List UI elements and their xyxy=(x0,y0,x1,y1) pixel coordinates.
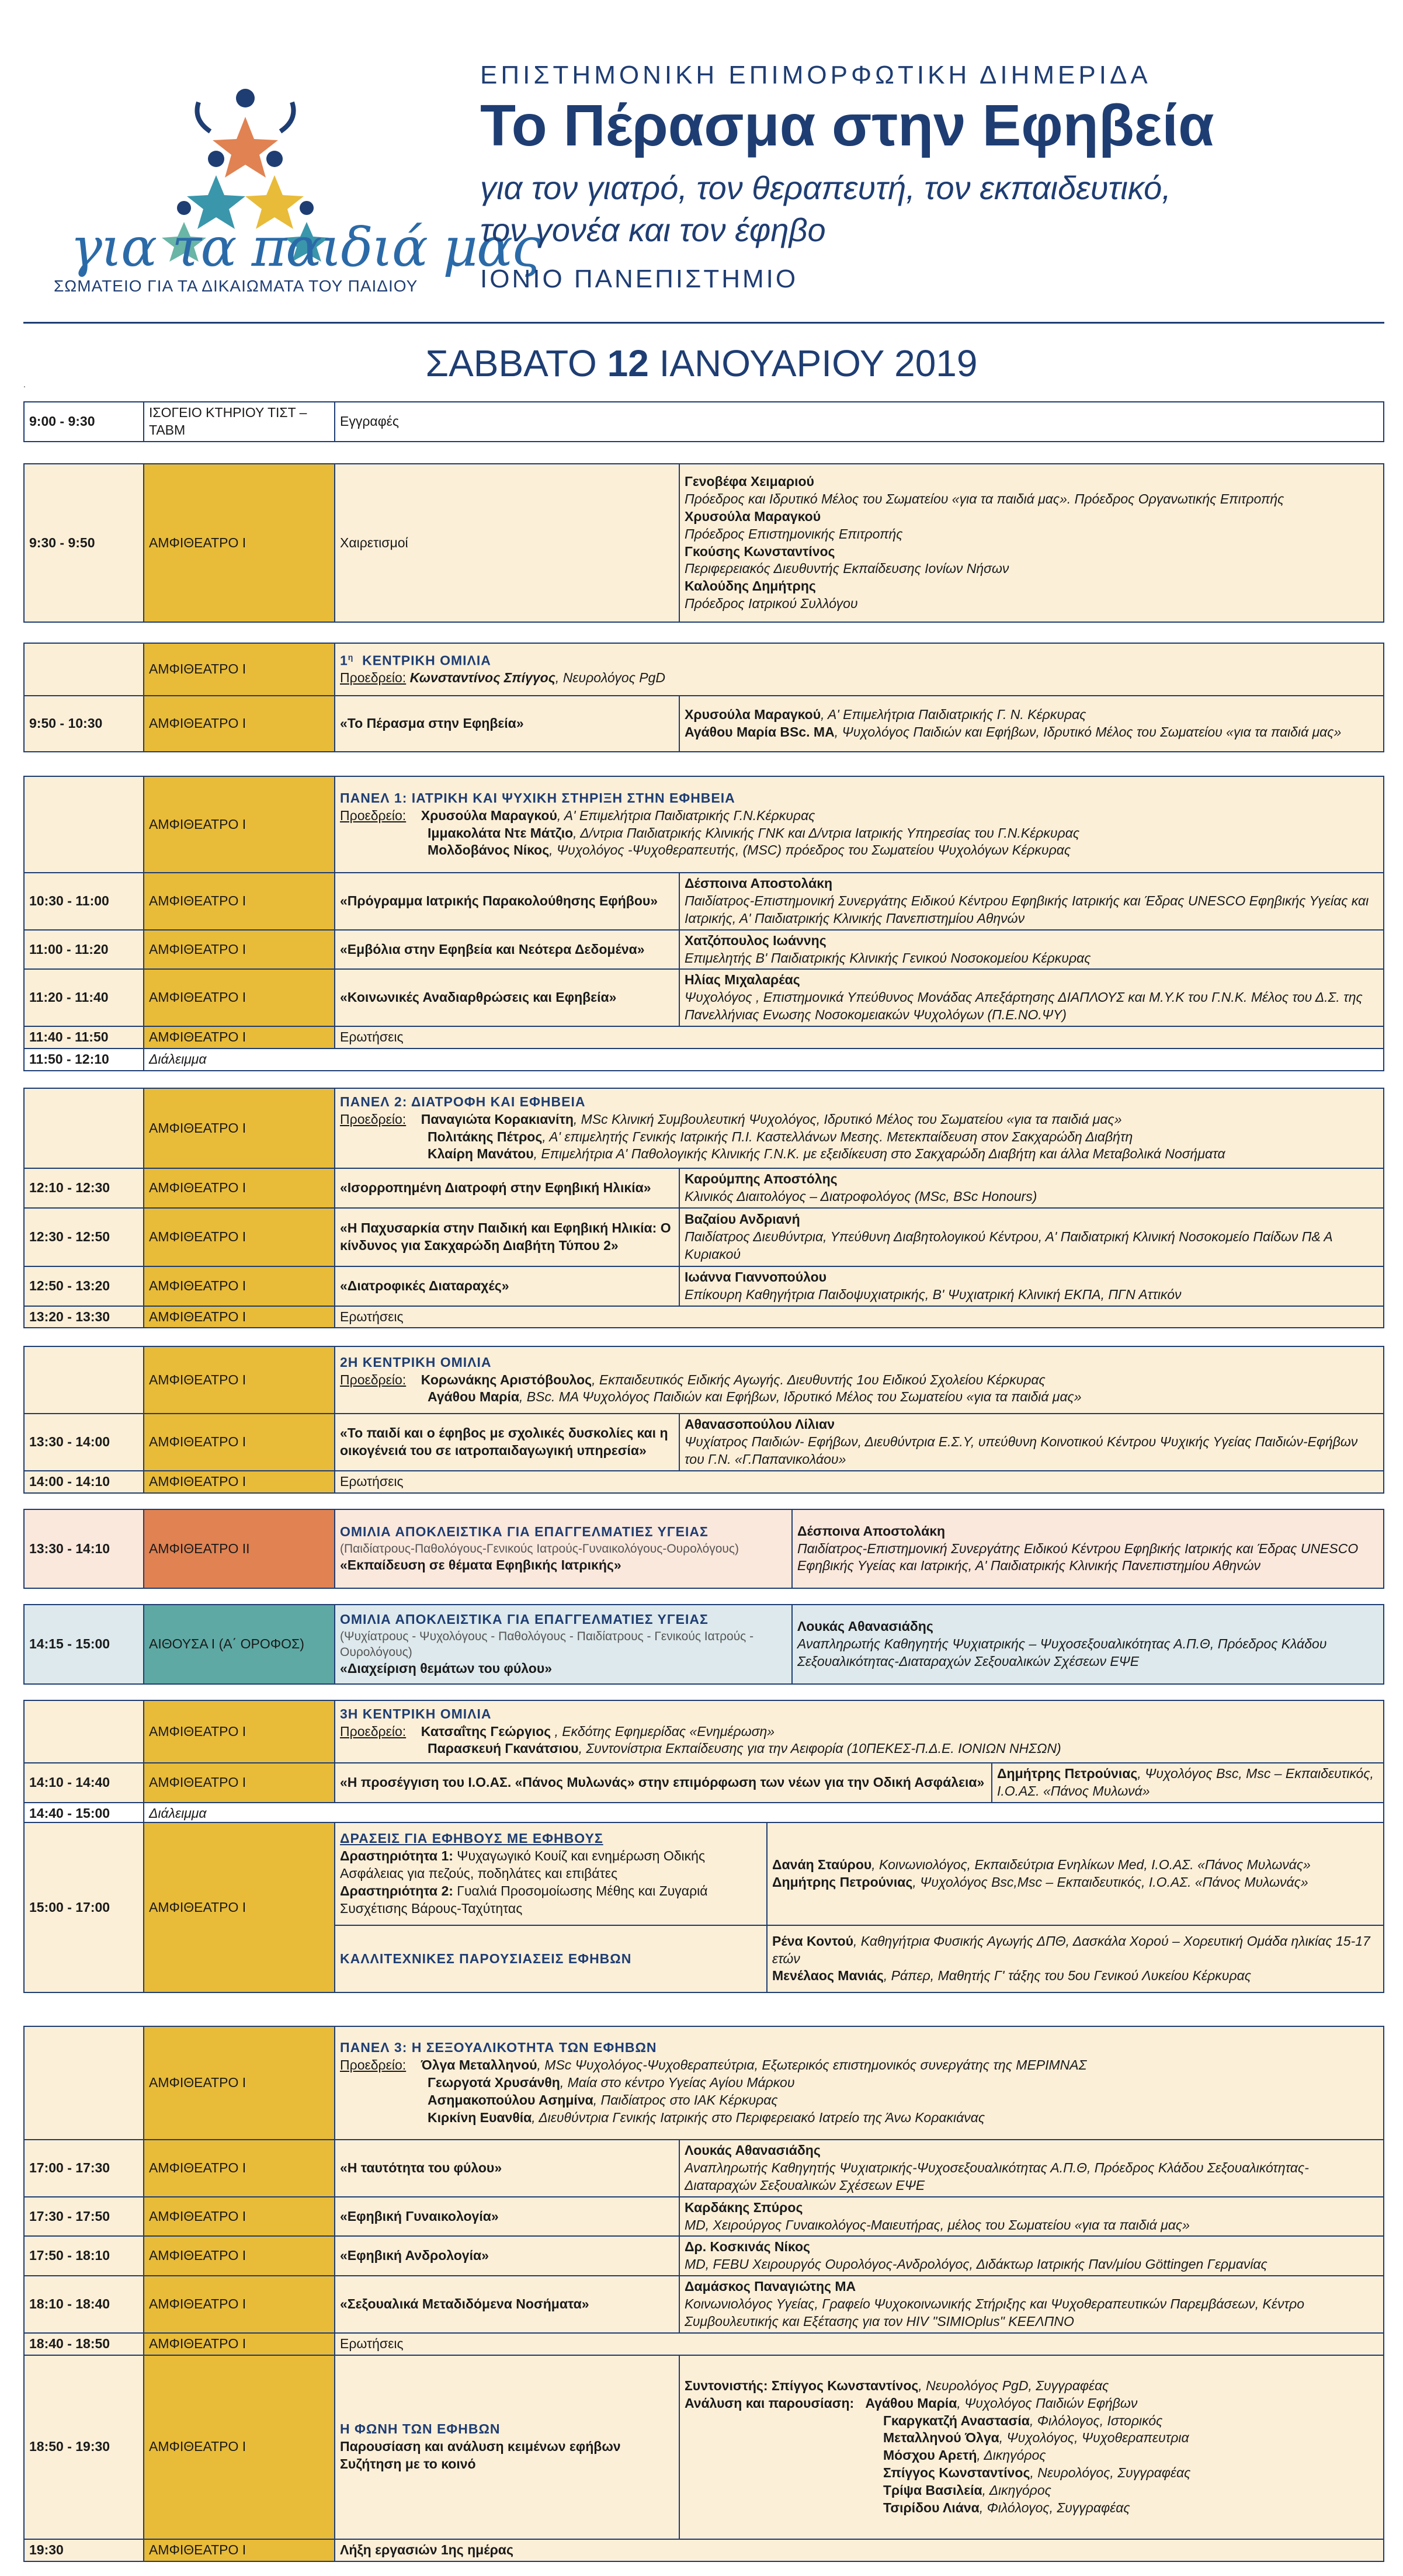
time-cell: 17:00 - 17:30 xyxy=(24,2140,144,2197)
talk-title: «Πρόγραμμα Ιατρικής Παρακολούθησης Εφήβου» xyxy=(335,873,679,930)
talk-title: «Σεξουαλικά Μεταδιδόμενα Νοσήματα» xyxy=(335,2276,679,2333)
session-header: 3Η ΚΕΝΤΡΙΚΗ ΟΜΙΛΙΑ Προεδρείο: Κατσαΐτης Γεώργιος , Εκδότης Εφημερίδας «Ενημέρωση» Παρασκευή Γκανάτσιου, Συντονίστρια Εκπαίδευσης για την Αειφορία (10ΠΕΚΕΣ-Π.Δ.Ε. ΙΟΝΙΩΝ ΝΗΣΩΝ) xyxy=(335,1700,1384,1763)
place-cell: ΑΜΦΙΘΕΑΤΡΟ Ι xyxy=(144,2276,335,2333)
place-cell: ΑΜΦΙΘΕΑΤΡΟ Ι xyxy=(144,1346,335,1414)
speakers-cell: Αθανασοπούλου Λίλιαν Ψυχίατρος Παιδιών- Εφήβων, Διευθύντρια Ε.Σ.Υ, υπεύθυνη Κοινοτικού Κέντρου Ψυχικής Υγείας Παιδιών-Εφήβων του Γ.Ν. «Γ.Παπανικολάου» xyxy=(679,1414,1384,1471)
time-cell: 17:30 - 17:50 xyxy=(24,2197,144,2237)
place-cell: ΑΜΦΙΘΕΑΤΡΟ Ι xyxy=(144,1700,335,1763)
place-cell: ΑΜΦΙΘΕΑΤΡΟ Ι xyxy=(144,2140,335,2197)
place-cell: ΑΙΘΟΥΣΑ Ι (Α΄ ΟΡΟΦΟΣ) xyxy=(144,1605,335,1684)
block-greetings xyxy=(23,463,1384,623)
time-cell: 10:30 - 11:00 xyxy=(24,873,144,930)
place-cell: ΑΜΦΙΘΕΑΤΡΟ Ι xyxy=(144,1763,335,1803)
speakers-cell: Ηλίας Μιχαλαρέας Ψυχολόγος , Επιστημονικά Υπεύθυνος Μονάδας Απεξάρτησης ΔΙΑΠΛΟΥΣ και Μ.Υ.Κ του Γ.Ν.Κ. Μέλος του Δ.Σ. της Πανελλήνιας Ενωσης Νοσοκομειακών Ψυχολόγων (Π.Ε.ΝΟ.ΨΥ) xyxy=(679,969,1384,1026)
talk-title: «Ισορροπημένη Διατροφή στην Εφηβική Ηλικία» xyxy=(335,1168,679,1208)
closing-label: Λήξη εργασιών 1ης ημέρας xyxy=(335,2539,1384,2561)
speakers-cell: Λουκάς Αθανασιάδης Αναπληρωτής Καθηγητής Ψυχιατρικής-Ψυχοσεξουαλικότητας Α.Π.Θ, Πρόεδρος Κλάδου Σεξουαλικότητας-Διαταραχών Σεξουαλικών Σχέσεων ΕΨΕ xyxy=(679,2140,1384,2197)
place-cell: ΑΜΦΙΘΕΑΤΡΟ Ι xyxy=(144,969,335,1026)
talk-title: «Η προσέγγιση του Ι.Ο.ΑΣ. «Πάνος Μυλωνάς» στην επιμόρφωση των νέων για την Οδική Ασφάλεια» xyxy=(335,1763,992,1803)
place-cell: ΑΜΦΙΘΕΑΤΡΟ Ι xyxy=(144,2236,335,2276)
talk-title: «Εφηβική Γυναικολογία» xyxy=(335,2197,679,2237)
talk-title: «Εμβόλια στην Εφηβεία και Νεότερα Δεδομένα» xyxy=(335,930,679,970)
break-label: Διάλειμμα xyxy=(144,1049,1384,1071)
talk-title: «Διατροφικές Διαταραχές» xyxy=(335,1266,679,1306)
speakers-cell: Βαζαίου Ανδριανή Παιδίατρος Διευθύντρια, Υπεύθυνη Διαβητολογικού Κέντρου, Α' Παιδιατρική Κλινική Νοσοκομείο Παίδων Π& Α Κυριακού xyxy=(679,1208,1384,1266)
event-venue: ΙΟΝΙΟ ΠΑΝΕΠΙΣΤΗΜΙΟ xyxy=(480,265,798,293)
time-cell: 12:50 - 13:20 xyxy=(24,1266,144,1306)
session-header: ΠΑΝΕΛ 1: ΙΑΤΡΙΚΗ ΚΑΙ ΨΥΧΙΚΗ ΣΤΗΡΙΞΗ ΣΤΗΝ ΕΦΗΒΕΙΑ Προεδρείο: Χρυσούλα Μαραγκού, Α' Επιμελήτρια Παιδιατρικής Γ.Ν.Κέρκυρας Ιμμακολάτα Ντε Μάτζιο, Δ/ντρια Παιδιατρικής Κλινικής ΓΝΚ και Δ/ντρια Ιατρικής Υπηρεσίας του Γ.Ν.Κέρκυρας Μολδοβάνος Νίκος, Ψυχολόγος -Ψυχοθεραπευτής, (MSC) πρόεδρος του Σωματείου Ψυχολόγων Κέρκυρας xyxy=(335,776,1384,873)
session-title: Εγγραφές xyxy=(335,402,1384,442)
block-panel-1 xyxy=(23,776,1384,1071)
block-registration xyxy=(23,401,1384,442)
talk-title: «Το Πέρασμα στην Εφηβεία» xyxy=(335,696,679,752)
place-cell: ΑΜΦΙΘΕΑΤΡΟ Ι xyxy=(144,1471,335,1493)
place-cell: ΑΜΦΙΘΕΑΤΡΟ Ι xyxy=(144,2026,335,2140)
speakers-cell: Δαμάσκος Παναγιώτης ΜΑ Κοινωνιολόγος Υγείας, Γραφείο Ψυχοκοινωνικής Στήριξης και Ψυχοθεραπευτικών Παρεμβάσεων, Κέντρο Συμβουλευτικής και Εξέτασης για τον HIV "SIMIOplus" ΚΕΕΛΠΝΟ xyxy=(679,2276,1384,2333)
place-cell: ΑΜΦΙΘΕΑΤΡΟ Ι xyxy=(144,464,335,622)
place-cell: ΑΜΦΙΘΕΑΤΡΟ Ι xyxy=(144,696,335,752)
session-header: $1^\eta$ ΚΕΝΤΡΙΚΗ ΟΜΙΛΙΑ Προεδρείο: Κωνσταντίνος Σπίγγος, Νευρολόγος PgD xyxy=(335,643,1384,696)
place-cell: ΑΜΦΙΘΕΑΤΡΟ Ι xyxy=(144,1088,335,1168)
speakers-cell: Καρούμπης Αποστόλης Κλινικός Διαιτολόγος – Διατροφολόγος (MSc, BSc Honours) xyxy=(679,1168,1384,1208)
speakers-cell: Συντονιστής: Σπίγγος Κωνσταντίνος, Νευρολόγος PgD, Συγγραφέας Ανάλυση και παρουσίαση: Αγάθου Μαρία, Ψυχολόγος Παιδιών Εφήβων Γκαργκατζή Αναστασία, Φιλόλογος, Ιστορικός Μεταλληνού Όλγα, Ψυχολόγος, Ψυχοθεραπευτρια Μόσχου Αρετή, Δικηγόρος Σπίγγος Κωνσταντίνος, Νευρολόγος, Συγγραφέας Τρίψα Βασιλεία, Δικηγόρος Τσιρίδου Λιάνα, Φιλόλογος, Συγγραφέας xyxy=(679,2355,1384,2539)
speakers-cell: Καρδάκης Σπύρος MD, Χειρούργος Γυναικολόγος-Μαιευτήρας, μέλος του Σωματείου «για τα παιδιά μας» xyxy=(679,2197,1384,2237)
logo-subtitle: ΣΩΜΑΤΕΙΟ ΓΙΑ ΤΑ ΔΙΚΑΙΩΜΑΤΑ ΤΟΥ ΠΑΙΔΙΟΥ xyxy=(54,277,418,295)
event-type: ΕΠΙΣΤΗΜΟΝΙΚΗ ΕΠΙΜΟΡΦΩΤΙΚΗ ΔΙΗΜΕΡΙΔΑ xyxy=(480,61,1151,89)
time-cell: 11:40 - 11:50 xyxy=(24,1026,144,1049)
session-header: ΟΜΙΛΙΑ ΑΠΟΚΛΕΙΣΤΙΚΑ ΓΙΑ ΕΠΑΓΓΕΛΜΑΤΙΕΣ ΥΓΕΙΑΣ (Ψυχίατρους - Ψυχολόγους - Παθολόγους - Παιδίατρους - Γενικούς Ιατρούς - Ουρολόγους) «Διαχείριση θεμάτων του φύλου» xyxy=(335,1605,792,1684)
session-header: ΟΜΙΛΙΑ ΑΠΟΚΛΕΙΣΤΙΚΑ ΓΙΑ ΕΠΑΓΓΕΛΜΑΤΙΕΣ ΥΓΕΙΑΣ (Παιδίατρους-Παθολόγους-Γενικούς Ιατρούς-Γυναικολόγους-Ουρολόγους) «Εκπαίδευση σε θέματα Εφηβικής Ιατρικής» xyxy=(335,1509,792,1588)
talk-title: «Εφηβική Ανδρολογία» xyxy=(335,2236,679,2276)
speakers-cell: Λουκάς Αθανασιάδης Αναπληρωτής Καθηγητής Ψυχιατρικής – Ψυχοσεξουαλικότητας Α.Π.Θ, Πρόεδρος Κλάδου Σεξουαλικότητας-Διαταραχών Σεξουαλικών Σχέσεων ΕΨΕ xyxy=(792,1605,1384,1684)
place-cell: ΑΜΦΙΘΕΑΤΡΟ Ι xyxy=(144,643,335,696)
time-cell: 13:20 - 13:30 xyxy=(24,1306,144,1328)
speakers-cell: Χρυσούλα Μαραγκού, Α' Επιμελήτρια Παιδιατρικής Γ. Ν. Κέρκυρας Αγάθου Μαρία BSc. MA, Ψυχολόγος Παιδιών και Εφήβων, Ιδρυτικό Μέλος του Σωματείου «για τα παιδιά μας» xyxy=(679,696,1384,752)
session-header: 2Η ΚΕΝΤΡΙΚΗ ΟΜΙΛΙΑ Προεδρείο: Κορωνάκης Αριστόβουλος, Εκπαιδευτικός Ειδικής Αγωγής. Διευθυντής 1ου Ειδικού Σχολείου Κέρκυρας Αγάθου Μαρία, BSc. MA Ψυχολόγος Παιδιών και Εφήβων, Ιδρυτικό Μέλος του Σωματείου «για τα παιδιά μας» xyxy=(335,1346,1384,1414)
place-cell: ΑΜΦΙΘΕΑΤΡΟ Ι xyxy=(144,1168,335,1208)
place-cell: ΑΜΦΙΘΕΑΤΡΟ Ι xyxy=(144,776,335,873)
place-cell: ΑΜΦΙΘΕΑΤΡΟ Ι xyxy=(144,1414,335,1471)
time-cell: 17:50 - 18:10 xyxy=(24,2236,144,2276)
header-divider xyxy=(23,322,1384,324)
place-cell: ΑΜΦΙΘΕΑΤΡΟ Ι xyxy=(144,2197,335,2237)
time-cell: 18:40 - 18:50 xyxy=(24,2333,144,2355)
event-title: Το Πέρασμα στην Εφηβεία xyxy=(480,93,1214,158)
time-cell: 14:15 - 15:00 xyxy=(24,1605,144,1684)
event-subtitle: για τον γιατρό, τον θεραπευτή, τον εκπαιδευτικό, τον γονέα και τον έφηβο xyxy=(480,169,1171,248)
time-cell: 11:00 - 11:20 xyxy=(24,930,144,970)
place-cell: ΑΜΦΙΘΕΑΤΡΟ Ι xyxy=(144,1026,335,1049)
time-cell: 15:00 - 17:00 xyxy=(24,1822,144,1992)
speakers-cell: Ρένα Κοντού, Καθηγήτρια Φυσικής Αγωγής ΔΠΘ, Δασκάλα Χορού – Χορευτική Ομάδα ηλικίας 15-17 ετών Μενέλαος Μανιάς, Ράπερ, Μαθητής Γ' τάξης του 5ου Γενικού Λυκείου Κέρκυρας xyxy=(767,1925,1384,1992)
speakers-cell: Δημήτρης Πετρούνιας, Ψυχολόγος Bsc, Msc – Εκπαιδευτικός, Ι.Ο.ΑΣ. «Πάνος Μυλωνά» xyxy=(992,1763,1384,1803)
place-cell: ΑΜΦΙΘΕΑΤΡΟ Ι xyxy=(144,1822,335,1992)
place-cell: ΑΜΦΙΘΕΑΤΡΟ Ι xyxy=(144,2333,335,2355)
time-cell: 13:30 - 14:10 xyxy=(24,1509,144,1588)
place-cell: ΑΜΦΙΘΕΑΤΡΟ Ι xyxy=(144,2355,335,2539)
session-title: Χαιρετισμοί xyxy=(335,464,679,622)
logo-text: για τα παιδιά μας xyxy=(70,216,541,279)
voice-of-teens: Η ΦΩΝΗ ΤΩΝ ΕΦΗΒΩΝ Παρουσίαση και ανάλυση κειμένων εφήβων Συζήτηση με το κοινό xyxy=(335,2355,679,2539)
time-cell: 18:10 - 18:40 xyxy=(24,2276,144,2333)
block-panel-3 xyxy=(23,2026,1384,2562)
questions-label: Ερωτήσεις xyxy=(335,1306,1384,1328)
time-cell: 19:30 xyxy=(24,2539,144,2561)
time-cell: 9:00 - 9:30 xyxy=(24,402,144,442)
time-cell: 11:20 - 11:40 xyxy=(24,969,144,1026)
time-cell: 18:50 - 19:30 xyxy=(24,2355,144,2539)
time-cell: 9:50 - 10:30 xyxy=(24,696,144,752)
session-header: ΠΑΝΕΛ 3: Η ΣΕΞΟΥΑΛΙΚΟΤΗΤΑ ΤΩΝ ΕΦΗΒΩΝ Προεδρείο: Όλγα Μεταλληνού, MSc Ψυχολόγος-Ψυχοθεραπεύτρια, Εξωτερικός επιστημονικός συνεργάτης της ΜΕΡΙΜΝΑΣ Γεωργοτά Χρυσάνθη, Μαία στο κέντρο Υγείας Αγίου Μάρκου Ασημακοπούλου Ασημίνα, Παιδίατρος στο ΙΑΚ Κέρκυρας Κιρκίνη Ευανθία, Διευθύντρια Γενικής Ιατρικής στο Περιφερειακό Ιατρείο της Άνω Κορακιάνας xyxy=(335,2026,1384,2140)
art-presentations: ΚΑΛΛΙΤΕΧΝΙΚΕΣ ΠΑΡΟΥΣΙΑΣΕΙΣ ΕΦΗΒΩΝ xyxy=(335,1925,767,1992)
speakers-cell: Δανάη Σταύρου, Κοινωνιολόγος, Εκπαιδεύτρια Ενηλίκων Med, Ι.Ο.ΑΣ. «Πάνος Μυλωνάς» Δημήτρης Πετρούνιας, Ψυχολόγος Bsc,Msc – Εκπαιδευτικός, Ι.Ο.ΑΣ. «Πάνος Μυλωνάς» xyxy=(767,1822,1384,1925)
place-cell: ΑΜΦΙΘΕΑΤΡΟ Ι xyxy=(144,1266,335,1306)
session-header: ΠΑΝΕΛ 2: ΔΙΑΤΡΟΦΗ ΚΑΙ ΕΦΗΒΕΙΑ Προεδρείο: Παναγιώτα Κορακιανίτη, MSc Κλινική Συμβουλευτική Ψυχολόγος, Ιδρυτικό Μέλος του Σωματείου «για τα παιδιά μας» Πολιτάκης Πέτρος, Α' επιμελητής Γενικής Ιατρικής Π.Ι. Καστελλάνων Μεσης. Μετεκπαίδευση στον Σακχαρώδη Διαβήτη Κλαίρη Μανάτου, Επιμελήτρια Α' Παθολογικής Κλινικής Γ.Ν.Κ. με εξειδίκευση στο Σακχαρώδη Διαβήτη και άλλα Μεταβολικά Νοσήματα xyxy=(335,1088,1384,1168)
talk-title: «Η ταυτότητα του φύλου» xyxy=(335,2140,679,2197)
speakers-cell: Γενοβέφα Χειμαριού Πρόεδρος και Ιδρυτικό Μέλος του Σωματείου «για τα παιδιά μας». Πρόεδρος Οργανωτικής Επιτροπής Χρυσούλα Μαραγκού Πρόεδρος Επιστημονικής Επιτροπής Γκούσης Κωνσταντίνος Περιφερειακός Διευθυντής Εκπαίδευσης Ιονίων Νήσων Καλούδης Δημήτρης Πρόεδρος Ιατρικού Συλλόγου xyxy=(679,464,1384,622)
time-cell: 14:40 - 15:00 xyxy=(24,1803,144,1825)
time-cell: 12:30 - 12:50 xyxy=(24,1208,144,1266)
block-professionals-2 xyxy=(23,1604,1384,1685)
place-cell: ΙΣΟΓΕΙΟ ΚΤΗΡΙΟΥ ΤΙΣΤ –ΤΑΒΜ xyxy=(144,402,335,442)
place-cell: ΑΜΦΙΘΕΑΤΡΟ Ι xyxy=(144,1306,335,1328)
time-cell: 11:50 - 12:10 xyxy=(24,1049,144,1071)
time-cell: 9:30 - 9:50 xyxy=(24,464,144,622)
talk-title: «Κοινωνικές Αναδιαρθρώσεις και Εφηβεία» xyxy=(335,969,679,1026)
speakers-cell: Δέσποινα Αποστολάκη Παιδίατρος-Επιστημονική Συνεργάτης Ειδικού Κέντρου Εφηβικής Ιατρικής και Έδρας UNESCO Εφηβικής Υγείας και Ιατρικής, Α' Παιδιατρικής Κλινικής Πανεπιστημίου Αθηνών xyxy=(792,1509,1384,1588)
speakers-cell: Δέσποινα Αποστολάκη Παιδίατρος-Επιστημονική Συνεργάτης Ειδικού Κέντρου Εφηβικής Ιατρικής και Έδρας UNESCO Εφηβικής Υγείας και Ιατρικής, Α' Παιδιατρικής Κλινικής Πανεπιστημίου Αθηνών xyxy=(679,873,1384,930)
block-professionals-1 xyxy=(23,1509,1384,1589)
place-cell: ΑΜΦΙΘΕΑΤΡΟ Ι xyxy=(144,1208,335,1266)
questions-label: Ερωτήσεις xyxy=(335,1026,1384,1049)
place-cell: ΑΜΦΙΘΕΑΤΡΟ Ι xyxy=(144,930,335,970)
break-label: Διάλειμμα xyxy=(144,1803,1384,1825)
activities-cell: ΔΡΑΣΕΙΣ ΓΙΑ ΕΦΗΒΟΥΣ ΜΕ ΕΦΗΒΟΥΣ Δραστηριότητα 1: Ψυχαγωγικό Κουίζ και ενημέρωση Οδικής Ασφάλειας για πεζούς, ποδηλάτες και επιβάτες Δραστηριότητα 2: Γυαλιά Προσομοίωσης Μέθης και Ζυγαριά Συσχέτισης Βάρους-Ταχύτητας xyxy=(335,1822,767,1925)
time-cell: 12:10 - 12:30 xyxy=(24,1168,144,1208)
questions-label: Ερωτήσεις xyxy=(335,2333,1384,2355)
block-keynote-2 xyxy=(23,1346,1384,1494)
speakers-cell: Χατζόπουλος Ιωάννης Επιμελητής Β' Παιδιατρικής Κλινικής Γενικού Νοσοκομείου Κέρκυρας xyxy=(679,930,1384,970)
time-cell: 14:10 - 14:40 xyxy=(24,1763,144,1803)
block-teen-activities xyxy=(23,1822,1384,1993)
talk-title: «Η Παχυσαρκία στην Παιδική και Εφηβική Ηλικία: Ο κίνδυνος για Σακχαρώδη Διαβήτη Τύπου 2» xyxy=(335,1208,679,1266)
place-cell: ΑΜΦΙΘΕΑΤΡΟ ΙΙ xyxy=(144,1509,335,1588)
time-cell: 14:00 - 14:10 xyxy=(24,1471,144,1493)
day-heading: ΣΑΒΒΑΤΟ 12 ΙΑΝΟΥΑΡΙΟΥ 2019 xyxy=(425,342,978,384)
talk-title: «Το παιδί και ο έφηβος με σχολικές δυσκολίες και η οικογένειά του σε ιατροπαιδαγωγική υπηρεσία» xyxy=(335,1414,679,1471)
time-cell: 13:30 - 14:00 xyxy=(24,1414,144,1471)
questions-label: Ερωτήσεις xyxy=(335,1471,1384,1493)
block-keynote-3 xyxy=(23,1700,1384,1825)
place-cell: ΑΜΦΙΘΕΑΤΡΟ Ι xyxy=(144,873,335,930)
block-panel-2 xyxy=(23,1088,1384,1328)
place-cell: ΑΜΦΙΘΕΑΤΡΟ Ι xyxy=(144,2539,335,2561)
speakers-cell: Δρ. Κοσκινάς Νίκος MD, FEBU Χειρουργός Ουρολόγος-Ανδρολόγος, Διδάκτωρ Ιατρικής Παν/μίου Göttingen Γερμανίας xyxy=(679,2236,1384,2276)
speakers-cell: Ιωάννα Γιαννοπούλου Επίκουρη Καθηγήτρια Παιδοψυχιατρικής, Β' Ψυχιατρική Κλινική ΕΚΠΑ, ΠΓΝ Αττικόν xyxy=(679,1266,1384,1306)
block-keynote-1 xyxy=(23,643,1384,752)
